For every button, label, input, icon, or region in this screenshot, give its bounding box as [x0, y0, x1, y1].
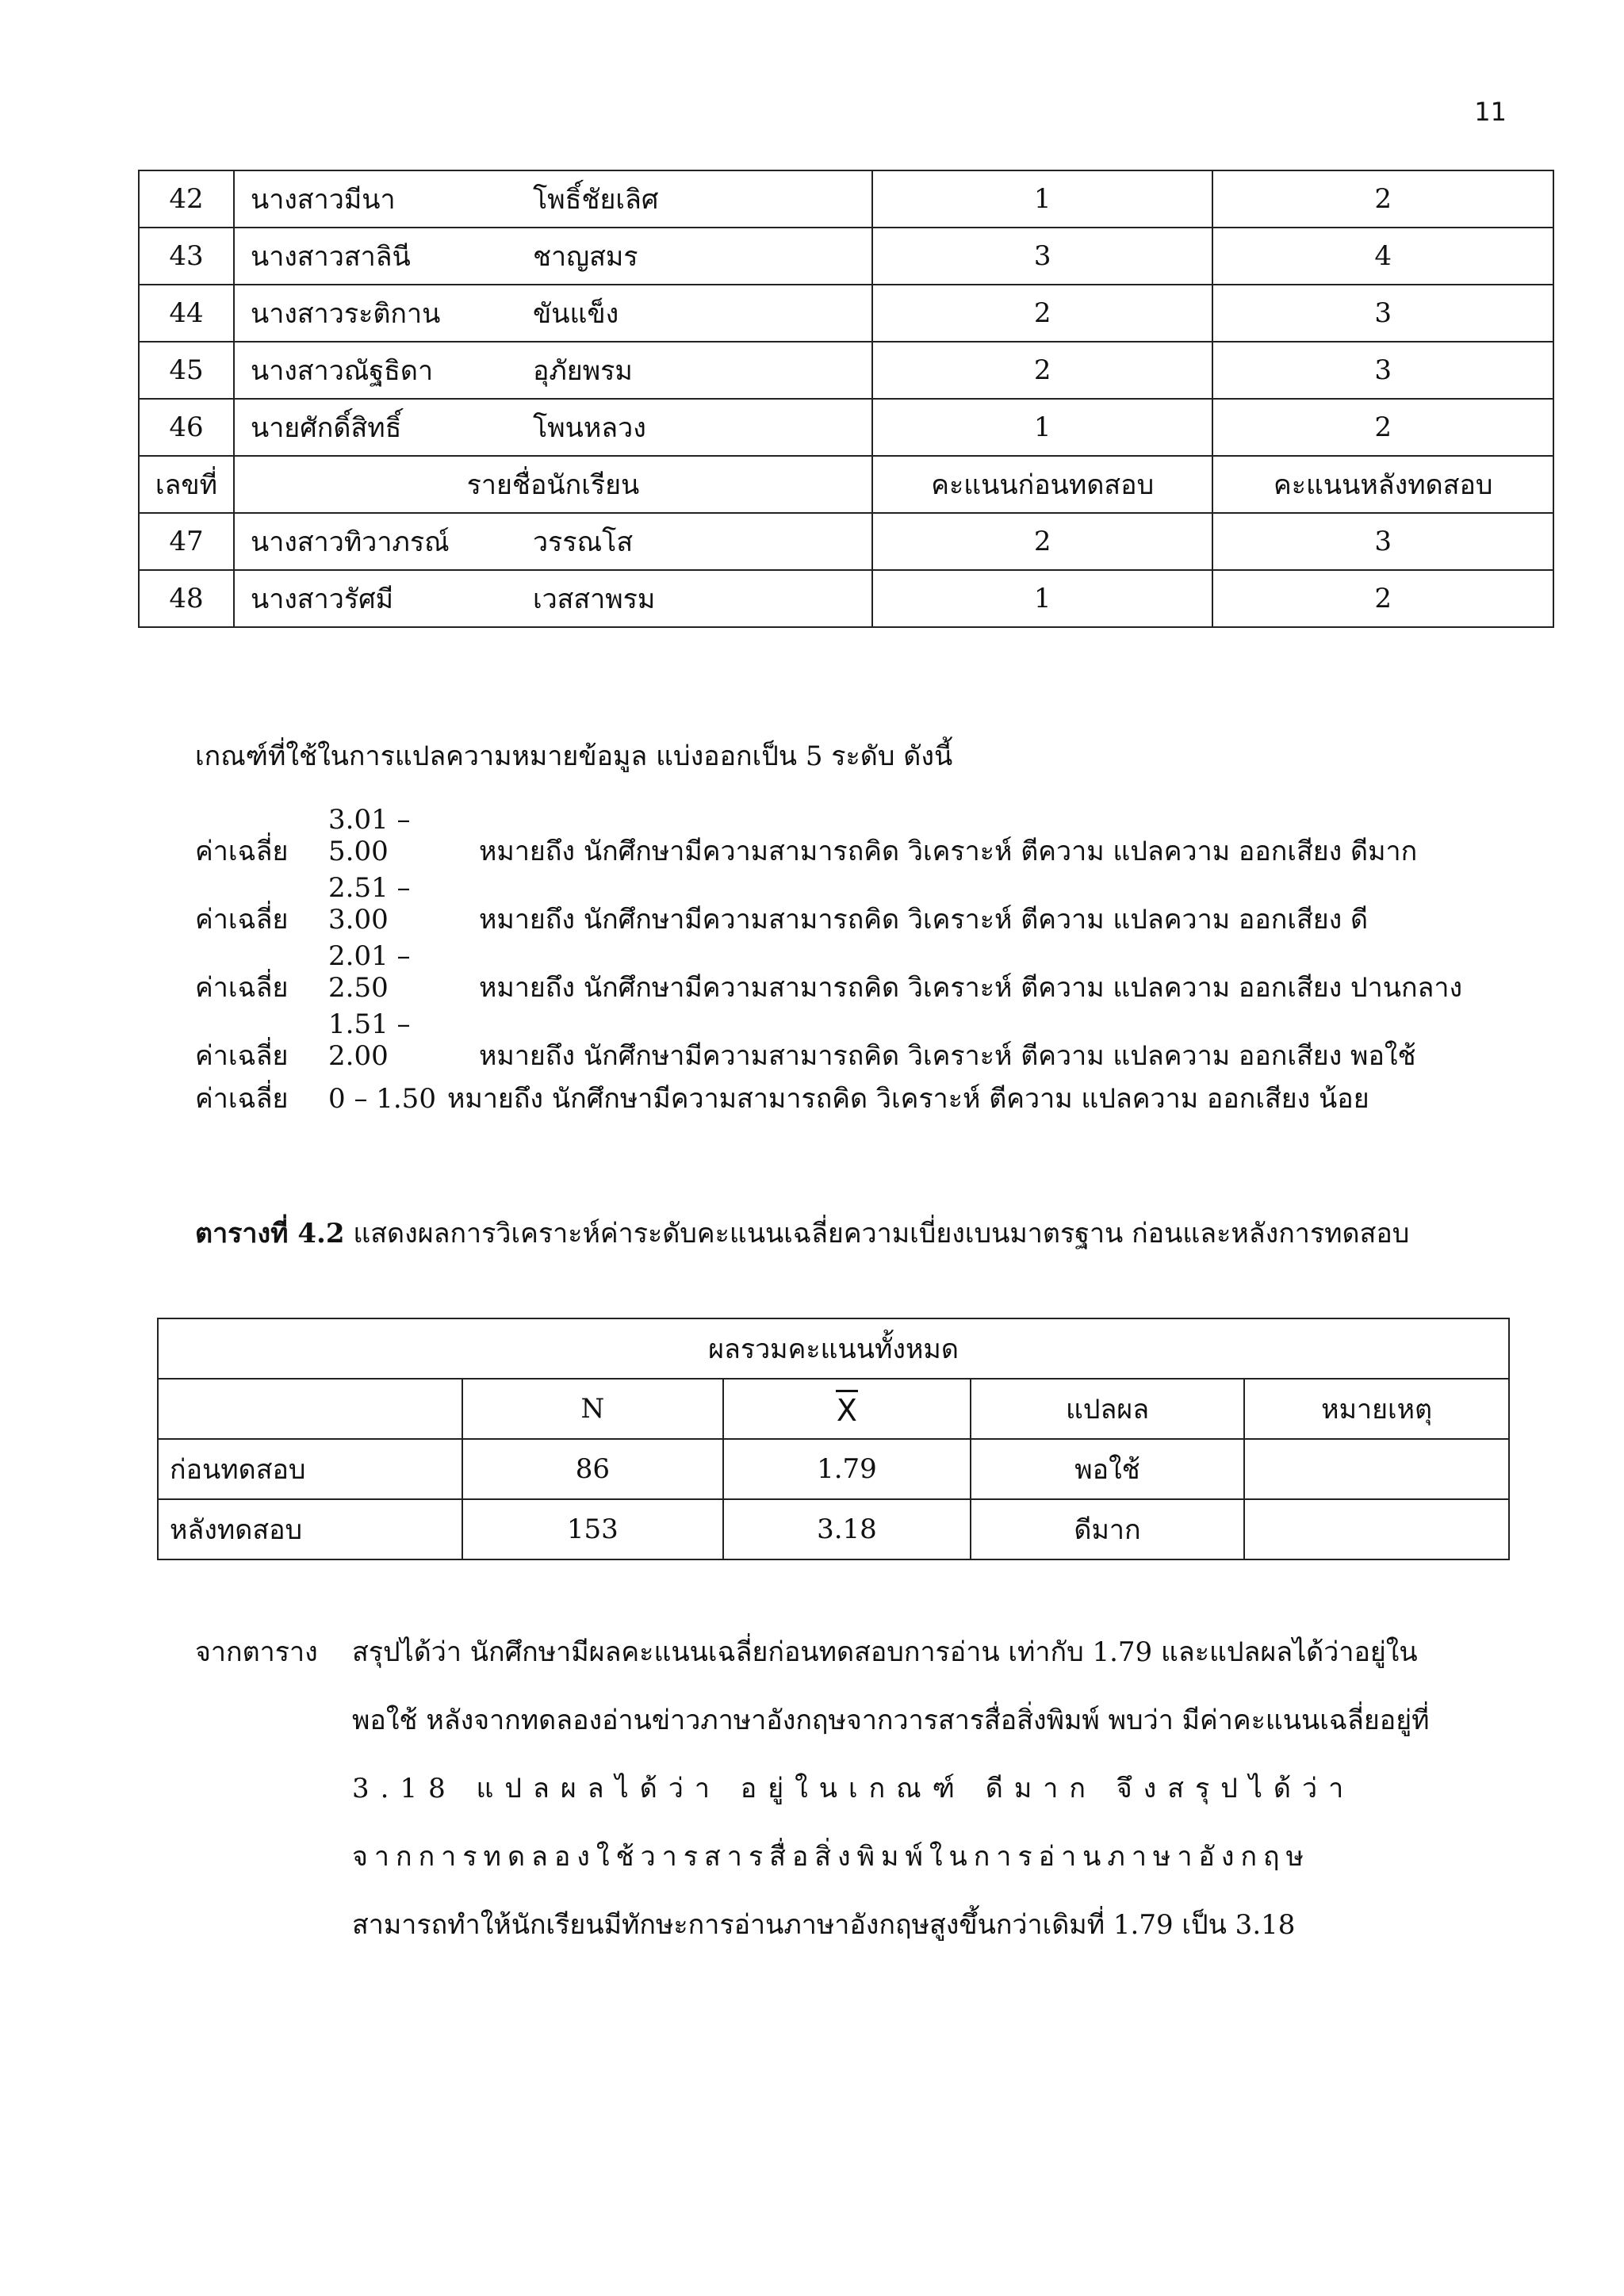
- post-test-score: 2: [1212, 170, 1553, 228]
- student-last-name: โพนหลวง: [532, 412, 646, 444]
- conclusion-line: จากการทดลองใช้วารสารสื่อสิ่งพิมพ์ในการอ่านภาษาอังกฤษ: [352, 1841, 1311, 1873]
- criteria-range: 3.01 – 5.00: [328, 804, 411, 867]
- student-first-name: นางสาวมีนา: [250, 184, 396, 216]
- criteria-row: [195, 804, 1417, 872]
- table-row: [139, 228, 1553, 285]
- post-test-score: 4: [1212, 228, 1553, 285]
- header-mean: [723, 1379, 971, 1439]
- student-first-name: นายศักดิ์สิทธิ์: [250, 412, 402, 444]
- table-header-row: [139, 456, 1553, 513]
- conclusion-line: สรุปได้ว่า นักศึกษามีผลคะแนนเฉลี่ยก่อนทดสอบการอ่าน เท่ากับ 1.79 และแปลผลได้ว่าอยู่ใน: [352, 1636, 1418, 1668]
- pre-test-score: 1: [872, 570, 1213, 627]
- conclusion-line: สามารถทำให้นักเรียนมีทักษะการอ่านภาษาอังกฤษสูงขึ้นกว่าเดิมที่ 1.79 เป็น 3.18: [352, 1909, 1296, 1941]
- criteria-intro: เกณฑ์ที่ใช้ในการแปลความหมายข้อมูล แบ่งออกเป็น 5 ระดับ ดังนี้: [195, 740, 953, 772]
- table-row: [139, 285, 1553, 342]
- student-last-name: ชาญสมร: [532, 241, 638, 273]
- x-bar-symbol: [836, 1390, 858, 1428]
- pre-test-score: 2: [872, 342, 1213, 399]
- summary-interpretation: ดีมาก: [971, 1499, 1245, 1559]
- summary-header-empty: [158, 1379, 462, 1439]
- summary-n: 153: [462, 1499, 724, 1559]
- table-row: [158, 1439, 1509, 1499]
- student-name: [234, 513, 872, 570]
- student-name: [234, 228, 872, 285]
- criteria-label: ค่าเฉลี่ย: [195, 1040, 289, 1072]
- conclusion-label: จากตาราง: [195, 1636, 318, 1668]
- student-first-name: นางสาวทิวาภรณ์: [250, 526, 450, 558]
- student-first-name: นางสาวระติกาน: [250, 298, 441, 330]
- student-first-name: นางสาวสาลินี: [250, 241, 411, 273]
- summary-row-label: ก่อนทดสอบ: [158, 1439, 462, 1499]
- table-caption-text: แสดงผลการวิเคราะห์ค่าระดับคะแนนเฉลี่ยความเบี่ยงเบนมาตรฐาน ก่อนและหลังการทดสอบ: [353, 1218, 1410, 1249]
- summary-title: ผลรวมคะแนนทั้งหมด: [158, 1318, 1509, 1379]
- student-first-name: นางสาวรัศมี: [250, 584, 394, 615]
- header-note: หมายเหตุ: [1244, 1379, 1509, 1439]
- criteria-text: หมายถึง นักศึกษามีความสามารถคิด วิเคราะห์ ตีความ แปลความ ออกเสียง น้อย: [447, 1083, 1369, 1115]
- page-number: 11: [1474, 97, 1507, 127]
- criteria-range: 2.51 – 3.00: [328, 872, 411, 936]
- criteria-label: ค่าเฉลี่ย: [195, 1083, 289, 1115]
- criteria-text: หมายถึง นักศึกษามีความสามารถคิด วิเคราะห์ ตีความ แปลความ ออกเสียง ดีมาก: [479, 836, 1418, 867]
- post-test-score: 2: [1212, 399, 1553, 456]
- header-number: เลขที่: [139, 456, 234, 513]
- student-last-name: อุภัยพรม: [532, 355, 633, 387]
- header-student-name: รายชื่อนักเรียน: [234, 456, 872, 513]
- student-name: [234, 285, 872, 342]
- criteria-row: [195, 1008, 1416, 1077]
- header-post-test: คะแนนหลังทดสอบ: [1212, 456, 1553, 513]
- student-score-table: [138, 170, 1554, 628]
- criteria-text: หมายถึง นักศึกษามีความสามารถคิด วิเคราะห์ ตีความ แปลความ ออกเสียง พอใช้: [479, 1040, 1416, 1072]
- criteria-label: ค่าเฉลี่ย: [195, 972, 289, 1004]
- student-number: 47: [139, 513, 234, 570]
- post-test-score: 3: [1212, 513, 1553, 570]
- criteria-row: [195, 940, 1462, 1008]
- table-row: [139, 513, 1553, 570]
- table-row: [139, 570, 1553, 627]
- table-row: [158, 1499, 1509, 1559]
- criteria-text: หมายถึง นักศึกษามีความสามารถคิด วิเคราะห์ ตีความ แปลความ ออกเสียง ปานกลาง: [479, 972, 1463, 1004]
- summary-interpretation: พอใช้: [971, 1439, 1245, 1499]
- pre-test-score: 1: [872, 170, 1213, 228]
- student-number: 48: [139, 570, 234, 627]
- header-interpretation: แปลผล: [971, 1379, 1245, 1439]
- header-mean-label: X: [836, 1393, 857, 1428]
- pre-test-score: 3: [872, 228, 1213, 285]
- conclusion-line: 3.18 แปลผลได้ว่า อยู่ในเกณฑ์ ดีมาก จึงสรุปได้ว่า: [352, 1773, 1355, 1804]
- criteria-row: [195, 872, 1368, 940]
- student-number: 46: [139, 399, 234, 456]
- student-name: [234, 170, 872, 228]
- post-test-score: 2: [1212, 570, 1553, 627]
- summary-table: [157, 1318, 1510, 1560]
- criteria-text: หมายถึง นักศึกษามีความสามารถคิด วิเคราะห์ ตีความ แปลความ ออกเสียง ดี: [479, 904, 1369, 936]
- criteria-range: 0 – 1.50: [328, 1083, 436, 1115]
- summary-mean: 1.79: [723, 1439, 971, 1499]
- table-caption-label: ตารางที่ 4.2: [195, 1218, 345, 1249]
- summary-note: [1244, 1439, 1509, 1499]
- pre-test-score: 2: [872, 513, 1213, 570]
- table-caption: [195, 1211, 1409, 1254]
- student-number: 42: [139, 170, 234, 228]
- criteria-range: 2.01 – 2.50: [328, 940, 411, 1004]
- summary-mean: 3.18: [723, 1499, 971, 1559]
- student-name: [234, 342, 872, 399]
- student-number: 44: [139, 285, 234, 342]
- student-number: 45: [139, 342, 234, 399]
- criteria-label: ค่าเฉลี่ย: [195, 904, 289, 936]
- post-test-score: 3: [1212, 342, 1553, 399]
- student-name: [234, 570, 872, 627]
- criteria-range: 1.51 – 2.00: [328, 1008, 411, 1072]
- student-last-name: เวสสาพรม: [532, 584, 656, 615]
- conclusion-line: พอใช้ หลังจากทดลองอ่านข่าวภาษาอังกฤษจากวารสารสื่อสิ่งพิมพ์ พบว่า มีค่าคะแนนเฉลี่ยอยู่ที่: [352, 1705, 1430, 1736]
- header-n: N: [462, 1379, 724, 1439]
- student-name: [234, 399, 872, 456]
- x-bar-overline: [836, 1390, 858, 1392]
- post-test-score: 3: [1212, 285, 1553, 342]
- student-last-name: โพธิ์ชัยเลิศ: [532, 184, 659, 216]
- student-number: 43: [139, 228, 234, 285]
- summary-header-row: [158, 1379, 1509, 1439]
- summary-title-row: [158, 1318, 1509, 1379]
- header-pre-test: คะแนนก่อนทดสอบ: [872, 456, 1213, 513]
- table-row: [139, 342, 1553, 399]
- summary-note: [1244, 1499, 1509, 1559]
- summary-row-label: หลังทดสอบ: [158, 1499, 462, 1559]
- table-row: [139, 399, 1553, 456]
- student-last-name: วรรณโส: [532, 526, 634, 558]
- pre-test-score: 1: [872, 399, 1213, 456]
- student-first-name: นางสาวณัฐธิดา: [250, 355, 434, 387]
- summary-n: 86: [462, 1439, 724, 1499]
- table-row: [139, 170, 1553, 228]
- pre-test-score: 2: [872, 285, 1213, 342]
- criteria-row: [195, 1077, 1369, 1119]
- student-last-name: ขันแข็ง: [532, 298, 619, 330]
- criteria-label: ค่าเฉลี่ย: [195, 836, 289, 867]
